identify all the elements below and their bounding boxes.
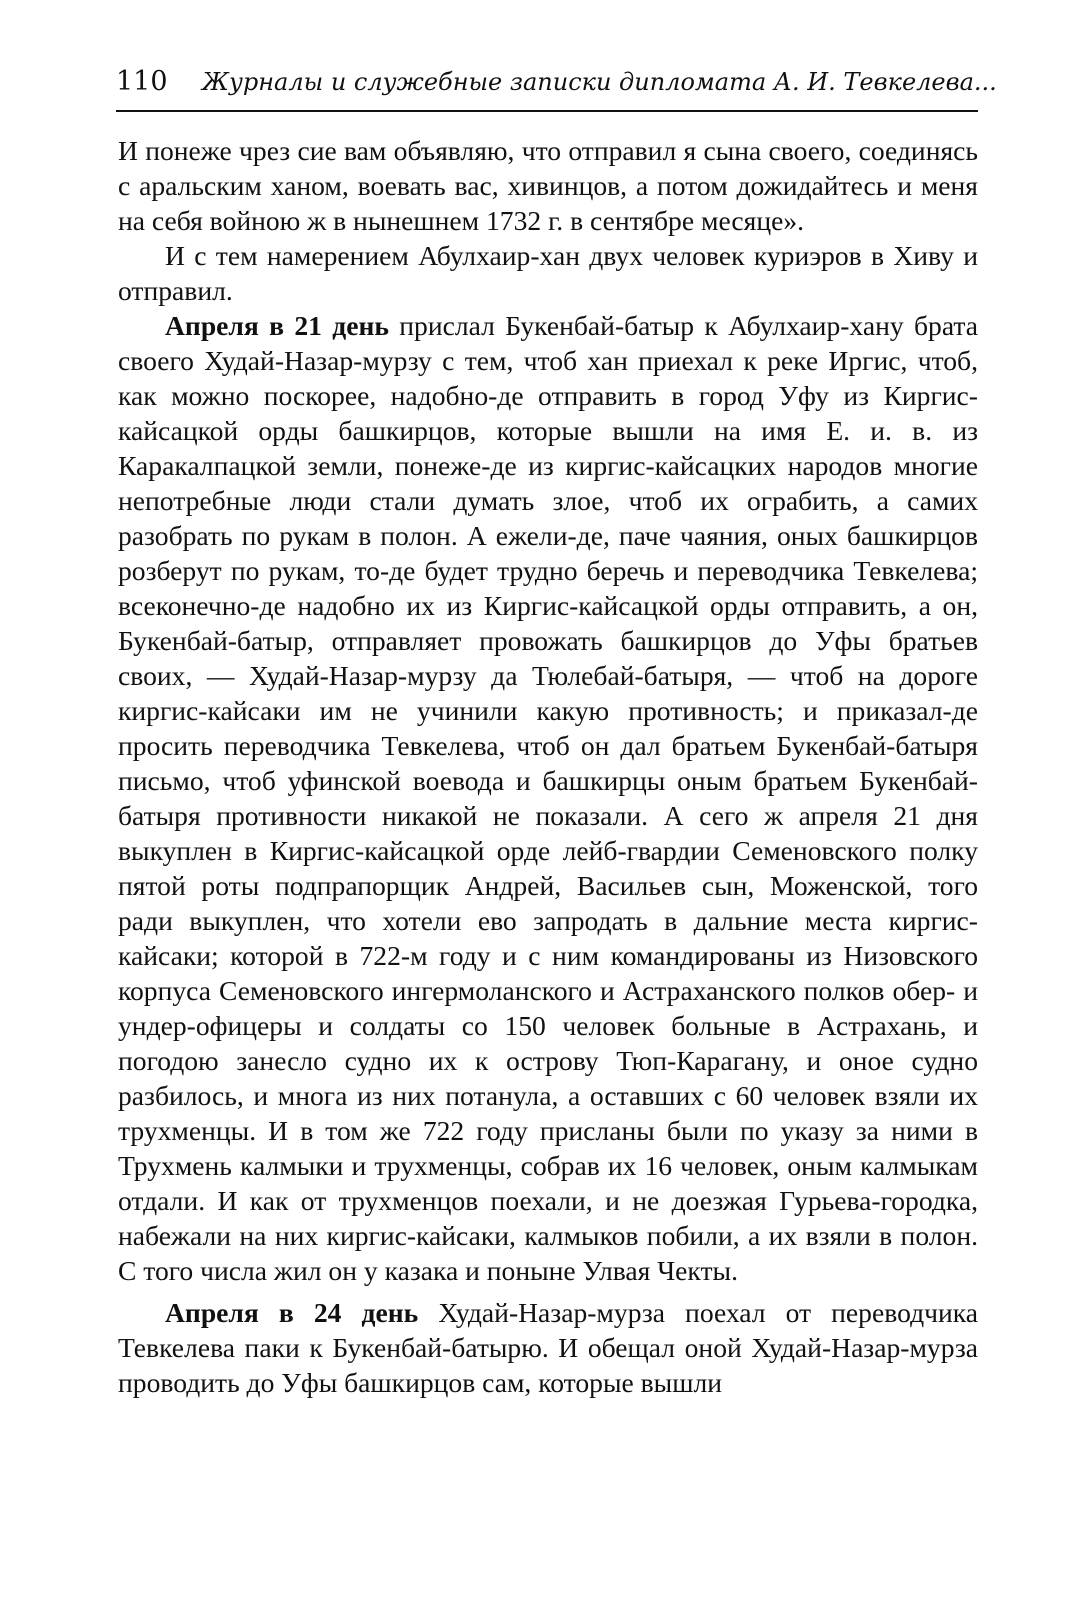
- paragraph: [118, 1295, 978, 1400]
- page-number: 110: [116, 66, 168, 97]
- header-divider: [116, 110, 978, 112]
- paragraph: [118, 133, 978, 238]
- date-heading: Апреля в 21 день: [165, 310, 389, 341]
- paragraph-text: Худай-Назар-мурза поехал от переводчика Тевкелева паки к Букенбай-батырю. И обещал оной Худай-Назар-мурза проводить до Уфы башкирцов сам, которые вышли: [118, 1297, 978, 1398]
- running-title: Журналы и служебные записки дипломата А. И. Тевкелева...: [202, 68, 997, 96]
- paragraph-text: И с тем намерением Абулхаир-хан двух человек куриэров в Хиву и отправил.: [118, 240, 978, 306]
- paragraph-text: И понеже чрез сие вам объявляю, что отправил я сына своего, соединясь с аральским ханом, воевать вас, хивинцов, а потом дожидайтесь и меня на себя войною ж в нынешнем 1732 г. в сентябре месяце».: [118, 135, 978, 236]
- paragraph-text: прислал Букенбай-батыр к Абулхаир-хану брата своего Худай-Назар-мурзу с тем, чтоб хан приехал к реке Иргис, чтоб, как можно поскорее, надобно-де отправить в город Уфу из Киргис-кайсацкой орды башкирцов, которые вышли на имя Е. и. в. из Каракалпацкой земли, понеже-де из киргис-кайсацких народов многие непотребные люди стали думать злое, чтоб их ограбить, а самих разобрать по рукам в полон. А ежели-де, паче чаяния, оных башкирцов розберут по рукам, то-де будет трудно беречь и переводчика Тевкелева; всеконечно-де надобно их из Киргис-кайсацкой орды отправить, а он, Букенбай-батыр, отправляет провожать башкирцов до Уфы братьев своих, — Худай-Назар-мурзу да Тюлебай-батыря, — чтоб на дороге киргис-кайсаки им не учинили какую противность; и приказал-де просить переводчика Тевкелева, чтоб он дал братьем Букенбай-батыря письмо, чтоб уфинской воевода и башкирцы оным братьем Букенбай-батыря противности никакой не показали. А сего ж апреля 21 дня выкуплен в Киргис-кайсацкой орде лейб-гвардии Семеновского полку пятой роты подпрапорщик Андрей, Васильев сын, Моженской, того ради выкуплен, что хотели ево запродать в дальние места киргис-кайсаки; которой в 722-м году и с ним командированы из Низовского корпуса Семеновского ингермоланского и Астраханского полков обер- и ундер-офицеры и солдаты со 150 человек больные в Астрахань, и погодою занесло судно их к острову Тюп-Карагану, и оное судно разбилось, и многа из них потанула, а оставших с 60 человек взяли их трухменцы. И в том же 722 году присланы были по указу за ними в Трухмень калмыки и трухменцы, собрав их 16 человек, оным калмыкам отдали. И как от трухменцов поехали, и не доезжая Гурьева-городка, набежали на них киргис-кайсаки, калмыков побили, а их взяли в полон. С того числа жил он у казака и поныне Улвая Чекты.: [118, 310, 979, 1286]
- running-header: [116, 60, 997, 108]
- paragraph: [118, 238, 978, 308]
- body-text: [118, 133, 978, 1400]
- date-heading: Апреля в 24 день: [165, 1297, 419, 1328]
- paragraph: [118, 308, 978, 1288]
